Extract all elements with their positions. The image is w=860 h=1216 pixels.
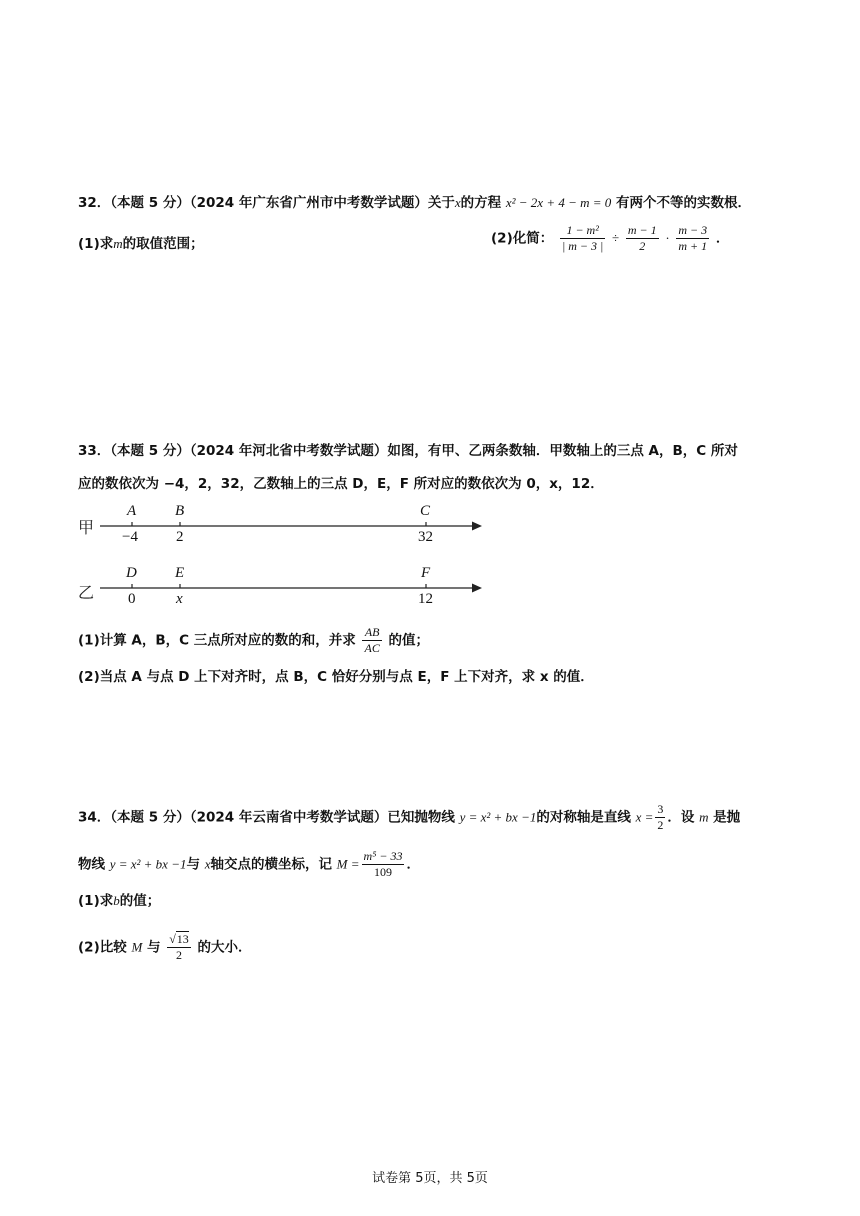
q34-frac-sqrt13-2: $\frac{√13}{2}$ — [169, 932, 189, 962]
q33-number: 33． — [78, 443, 111, 459]
q32-stem: 32．（本题 5 分）（2024 年广东省广州市中考数学试题）关于x的方程 x² − 2x + 4 − m = 0 有两个不等的实数根． — [78, 195, 751, 211]
axis-name-yi: 乙 — [78, 583, 95, 602]
point-label-A: A — [127, 503, 137, 519]
q34-parabola: y = x² + bx −1 — [459, 809, 537, 825]
axis-name-jia: 甲 — [78, 518, 95, 537]
point-value-C: 32 — [418, 529, 433, 545]
q33-part1: (1)计算 A，B，C 三点所对应的数的和，并求 $\frac{AB}{AC}$ 的值； — [78, 625, 430, 655]
point-value-A: −4 — [122, 529, 138, 545]
point-label-E: E — [175, 565, 185, 581]
point-label-F: F — [421, 565, 431, 581]
q34-number: 34． — [78, 809, 111, 826]
q32-number: 32． — [78, 195, 111, 211]
q33-frac-ab-ac: $\frac{AB}{AC}$ — [364, 625, 380, 655]
q34-frac-3-2: $\frac{3}{2}$ — [657, 802, 664, 832]
q34-frac-M: $\frac{\text{m⁵ − 33}}{109}$ — [363, 849, 403, 879]
page-footer: 试卷第 5页，共 5页 — [372, 1171, 488, 1186]
point-value-F: 12 — [418, 591, 433, 607]
q34-part1: (1)求b的值； — [78, 893, 161, 909]
q32-frac1: $\frac{\text{1 − m²}}{| m - 3 |}$ — [561, 223, 604, 253]
point-label-B: B — [175, 503, 185, 519]
q32-part1: (1)求m的取值范围； — [78, 236, 204, 252]
q33-stem-line2: 应的数依次为 −4，2，32，乙数轴上的三点 D，E，F 所对应的数依次为 0，x，12． — [78, 476, 604, 492]
q33-part2: (2)当点 A 与点 D 上下对齐时，点 B，C 恰好分别与点 E，F 上下对齐，求 x 的值． — [78, 669, 594, 685]
q32-frac3: $\frac{m - 3}{m + 1}$ — [678, 223, 708, 253]
q32-frac2: $\frac{m - 1}{2}$ — [627, 223, 657, 253]
point-value-E: x — [176, 591, 183, 607]
q33-stem-line1: 33．（本题 5 分）（2024 年河北省中考数学试题）如图，有甲、乙两条数轴．甲数轴上的三点 A，B，C 所对 — [78, 443, 738, 459]
point-label-C: C — [420, 503, 431, 519]
q34-part2: (2)比较 M 与 $\frac{√13}{2}$ 的大小． — [78, 932, 252, 962]
q34-stem-line1: 34．（本题 5 分）（2024 年云南省中考数学试题）已知抛物线 y = x² + bx −1的对称轴是直线 x = $\frac{3}{2}$ ．设 m 是抛 — [78, 802, 741, 832]
point-value-B: 2 — [176, 529, 184, 545]
q32-equation: x² − 2x + 4 − m = 0 — [505, 195, 612, 210]
point-value-D: 0 — [128, 591, 136, 607]
q32-part2: (2)化简： $\frac{\text{1 − m²}}{| m - 3 |}$ ÷ $\frac{m - 1}{2}$ · $\frac{m - 3}{m + 1}$ ． — [491, 223, 730, 253]
q34-stem-line2: 物线 y = x² + bx −1与 x轴交点的横坐标，记 M = $\frac{\text{m⁵ − 33}}{109}$ ． — [78, 849, 420, 879]
point-label-D: D — [126, 565, 137, 581]
